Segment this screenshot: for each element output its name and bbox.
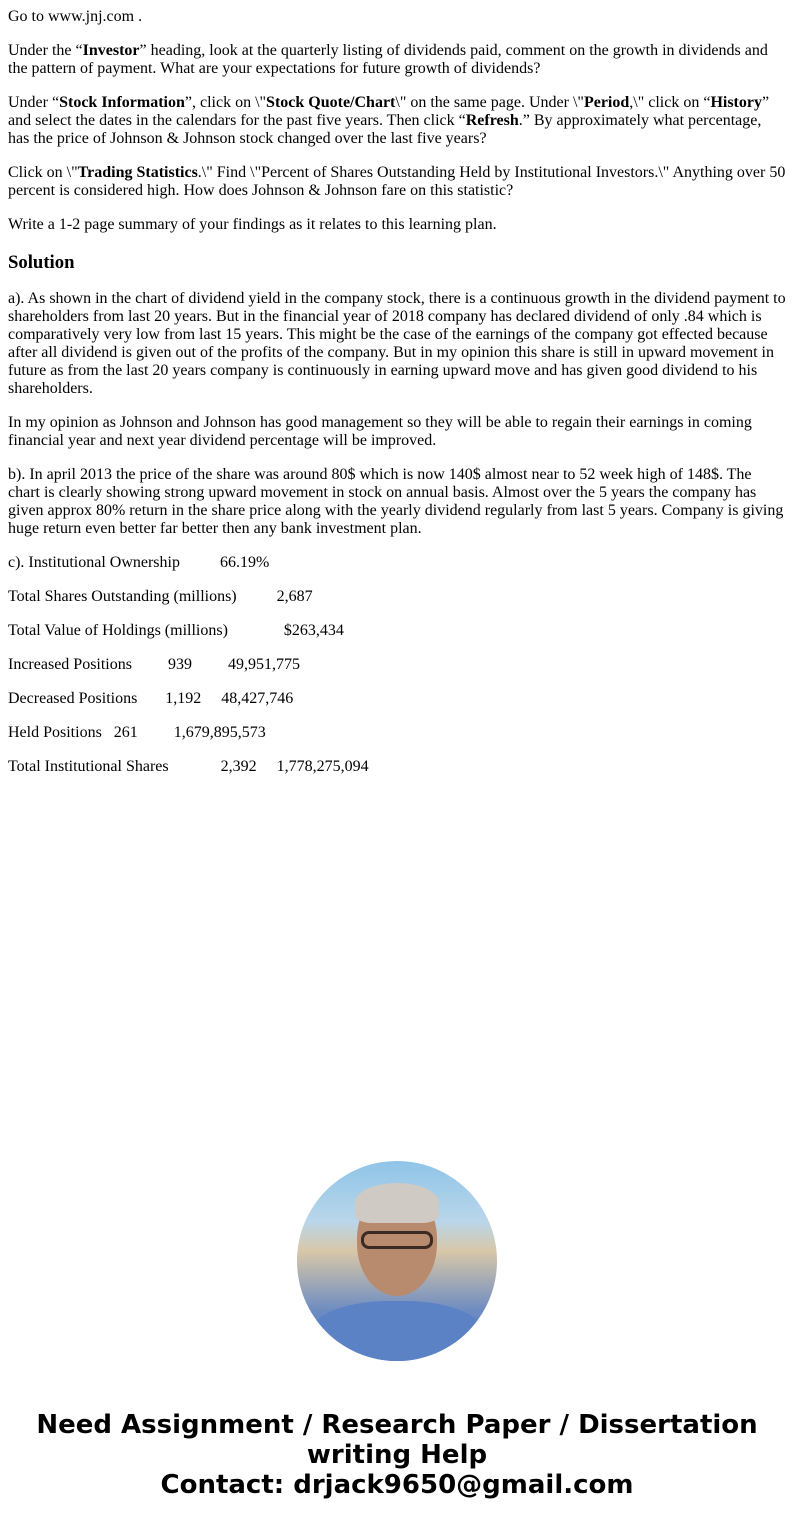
answer-c-held: Held Positions 261 1,679,895,573 (8, 724, 266, 741)
answer-c-increased: Increased Positions 939 49,951,775 (8, 656, 300, 673)
answer-a-2: In my opinion as Johnson and Johnson has good management so they will be able to regain their earnings in coming financial year and next year dividend percentage will be improved. (8, 414, 752, 449)
question-trading-stats (8, 164, 786, 200)
banner-contact: Contact: drjack9650@gmail.com (160, 1470, 634, 1500)
avatar-glasses (361, 1231, 433, 1249)
question-summary: Write a 1-2 page summary of your findings as it relates to this learning plan. (8, 216, 497, 233)
author-avatar (297, 1161, 497, 1361)
text: .” By approximately what percentage, has the price of Johnson & Johnson stock changed over the last five years? (8, 112, 762, 147)
question-goto: Go to www.jnj.com . (8, 8, 143, 25)
question-investor (8, 42, 786, 78)
answer-c-value-holdings: Total Value of Holdings (millions) $263,434 (8, 622, 344, 639)
bold-text: Investor (82, 42, 140, 59)
text: Click on \" (8, 164, 78, 181)
answer-c-decreased: Decreased Positions 1,192 48,427,746 (8, 690, 294, 707)
answer-c-shares-outstanding: Total Shares Outstanding (millions) 2,687 (8, 588, 313, 605)
bold-text: Period (583, 94, 630, 111)
text: Under the “ (8, 42, 83, 59)
question-stock-info (8, 94, 786, 148)
answer-b: b). In april 2013 the price of the share was around 80$ which is now 140$ almost near to 52 week high of 148$. The chart is clearly showing strong upward movement in stock on annual basis. Almost over the 5 years the company has given approx 80% return in the share price along with the yearly dividend regularly from last 5 years. Company is giving huge return even better far better then any bank investment plan. (8, 466, 784, 537)
text: ”, click on \" (184, 94, 267, 111)
text: ” and select the dates in the calendars for the past five years. Then click “ (8, 94, 770, 129)
answer-c-total-institutional: Total Institutional Shares 2,392 1,778,275,094 (8, 758, 369, 775)
answer-c-ownership: c). Institutional Ownership 66.19% (8, 554, 270, 571)
text: Under “ (8, 94, 60, 111)
text: ” heading, look at the quarterly listing of dividends paid, comment on the growth in dividends and the pattern of payment. What are your expectations for future growth of dividends? (8, 42, 768, 77)
bold-text: Trading Statistics (77, 164, 198, 181)
text: ,\" click on “ (629, 94, 711, 111)
contact-banner (0, 1410, 794, 1500)
bold-text: Refresh (465, 112, 519, 129)
text: \" on the same page. Under \" (395, 94, 584, 111)
banner-headline: Need Assignment / Research Paper / Dissertation writing Help (36, 1410, 758, 1470)
answer-a-1: a). As shown in the chart of dividend yield in the company stock, there is a continuous growth in the dividend payment to shareholders from last 20 years. But in the financial year of 2018 company has declared dividend of only .84 which is comparatively very low from last 15 years. This might be the case of the earnings of the company got effected because after all dividend is given out of the profits of the company. But in my opinion this share is still in upward movement in future as from the last 20 years company is continuously in earning upward move and has given good dividend to his shareholders. (8, 290, 786, 397)
text: .\" Find \"Percent of Shares Outstanding Held by Institutional Investors.\" Anything over 50 percent is considered high. How does Johnson & Johnson fare on this statistic? (8, 164, 786, 199)
bold-text: History (710, 94, 762, 111)
avatar-shirt (307, 1301, 487, 1361)
bold-text: Stock Quote/Chart (266, 94, 396, 111)
document (0, 8, 794, 776)
avatar-hair (355, 1183, 439, 1223)
bold-text: Stock Information (59, 94, 185, 111)
solution-heading: Solution (8, 252, 75, 273)
